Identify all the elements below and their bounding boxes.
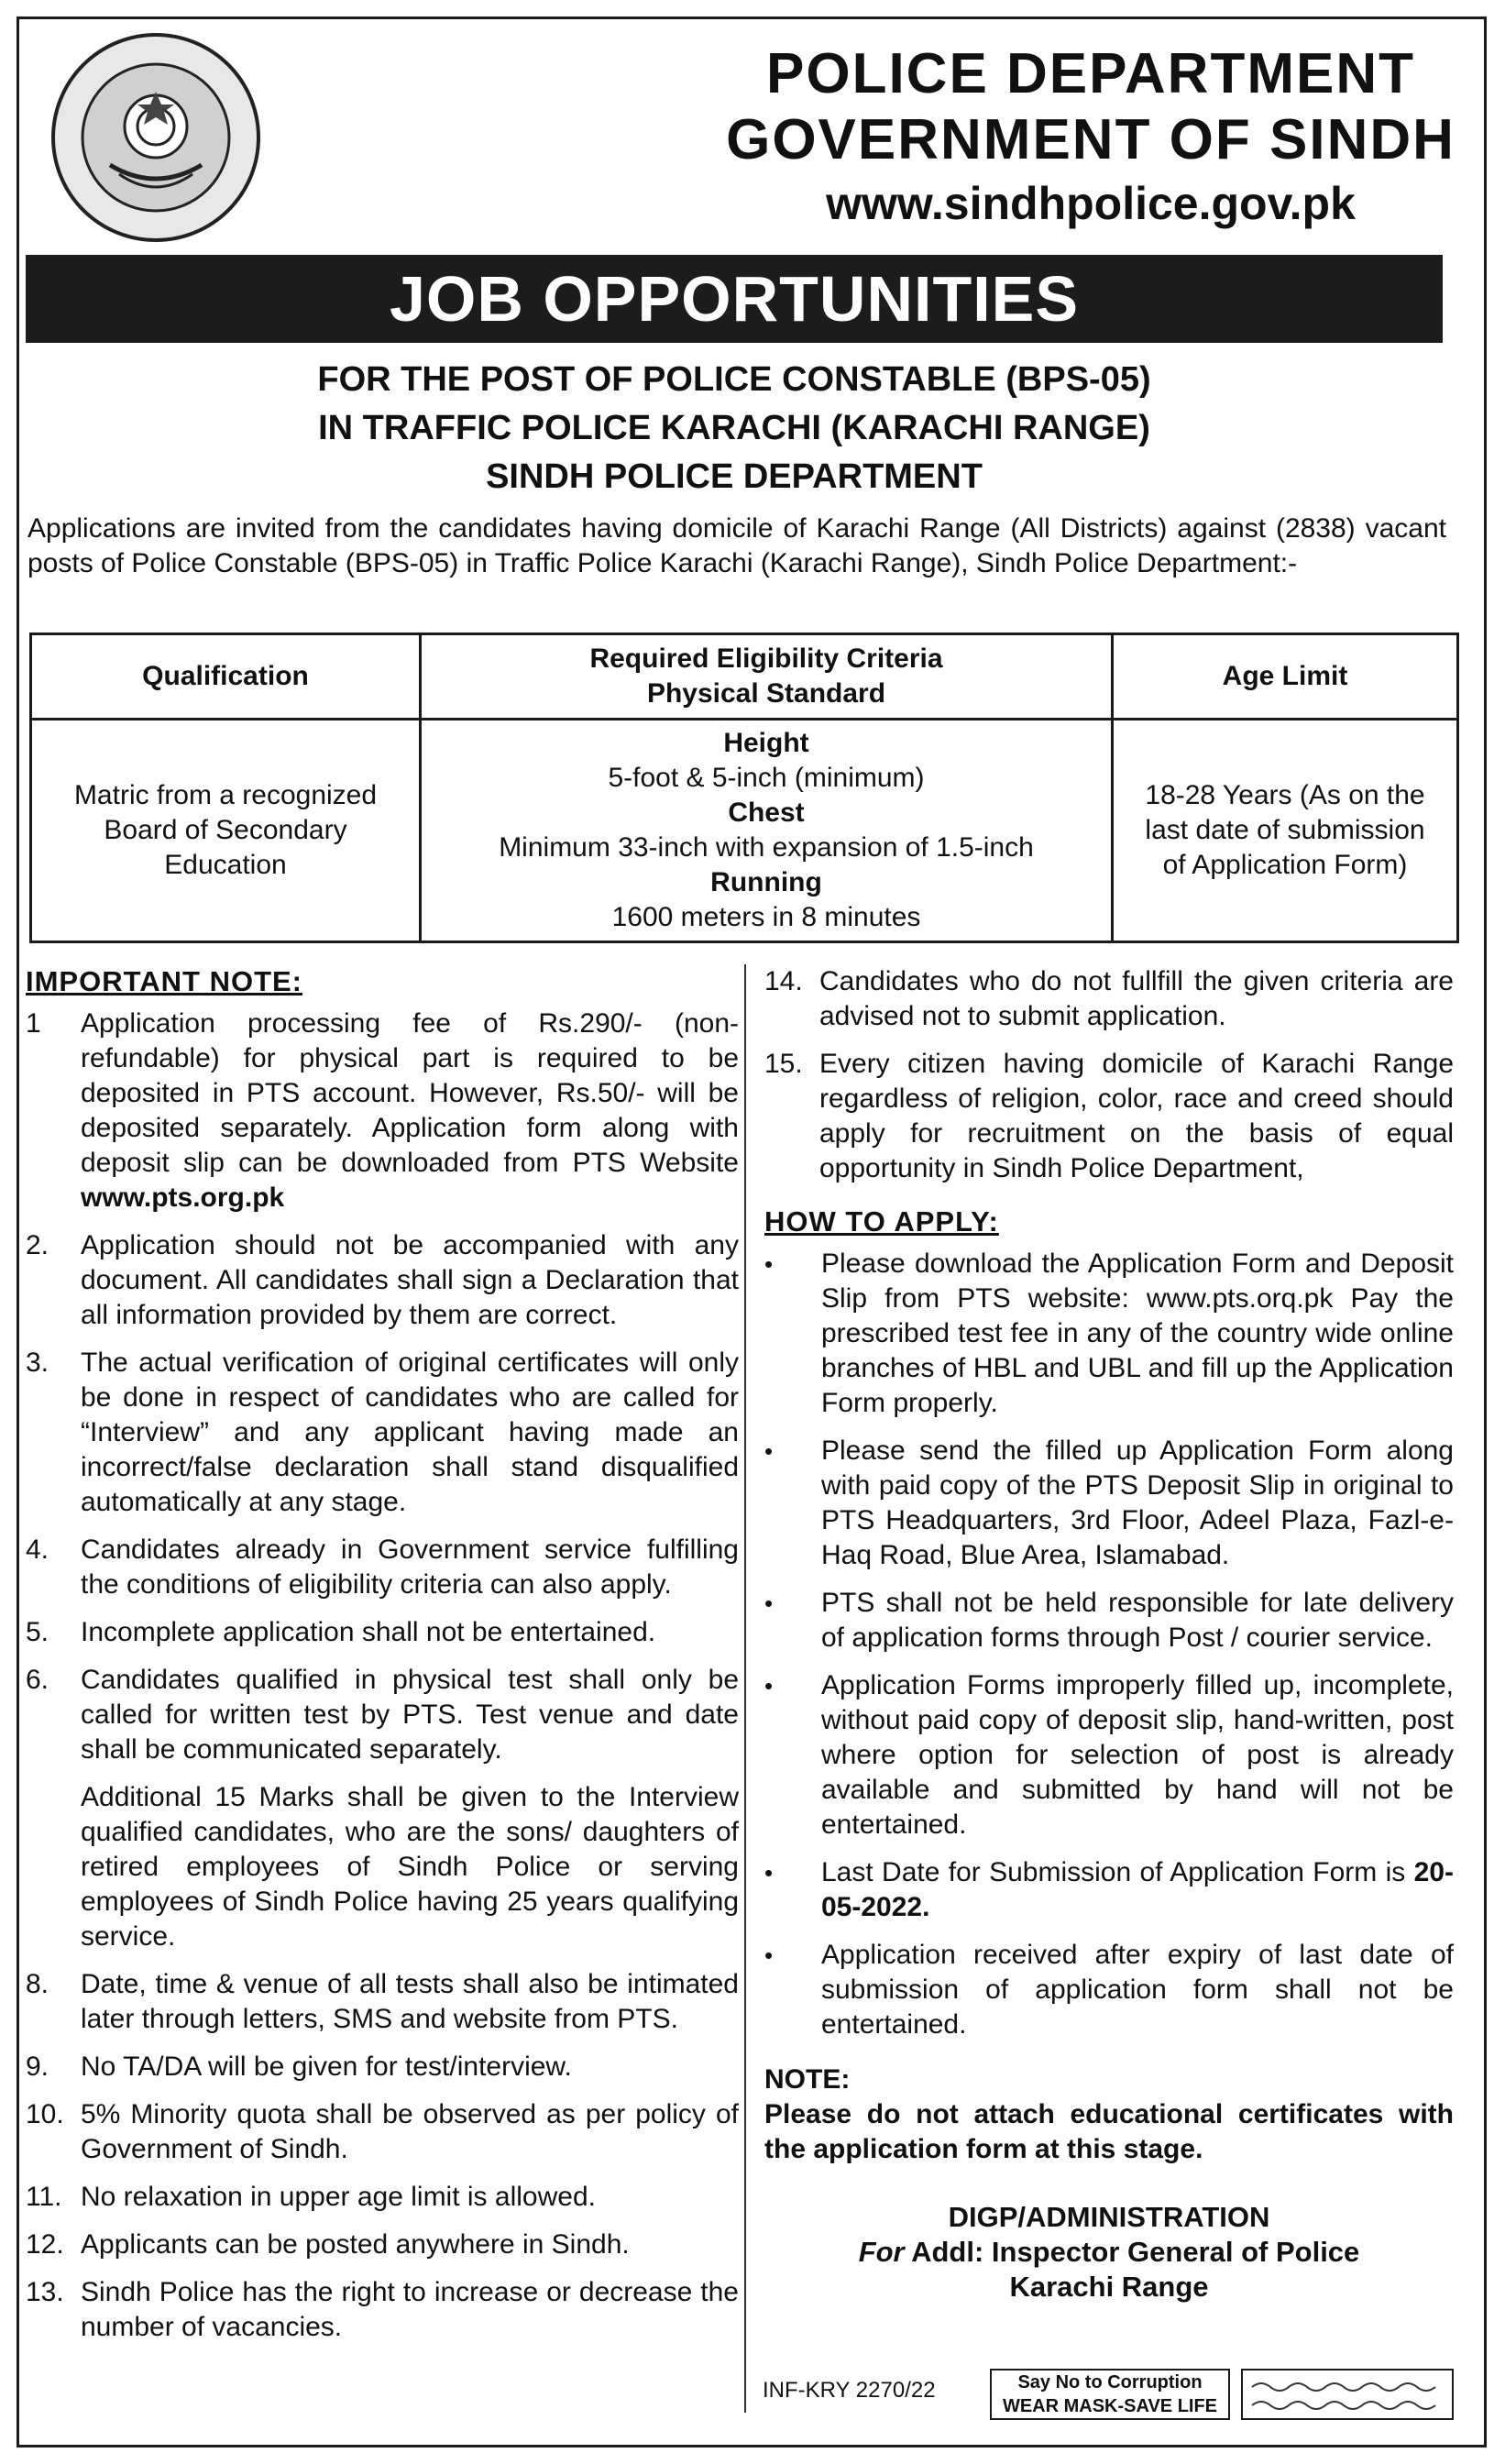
list-item-number: •: [764, 1250, 774, 1278]
anti-corruption-line-2: WEAR MASK-SAVE LIFE: [1002, 2396, 1218, 2416]
urdu-text-graphic: [1243, 2370, 1452, 2418]
age-limit-cell: 18-28 Years (As on the last date of submission of Application Form): [1113, 720, 1458, 942]
list-item-text: [81, 2228, 739, 2262]
list-item: [26, 2228, 739, 2262]
height-label: Height: [723, 728, 809, 758]
signature-line-2: [764, 2235, 1454, 2270]
signature-for-label: For: [858, 2236, 905, 2268]
list-item-text: [81, 1967, 739, 2037]
list-item-body: Please send the filled up Application Form along with paid copy of the PTS Deposit Slip in original to PTS Headquarters, 3rd Floor, Adeel Plaza, Fazl-e-Haq Road, Blue Area, Islamabad.: [821, 1436, 1454, 1570]
department-header: [715, 41, 1467, 234]
list-item-emphasis: 20-05-2022.: [821, 1857, 1454, 1922]
physical-standard-cell: [421, 720, 1113, 942]
list-item-number: 1: [26, 1008, 41, 1039]
list-item: [26, 2180, 739, 2215]
important-note-list: [26, 1006, 739, 2345]
list-item-body: No relaxation in upper age limit is allowed.: [81, 2182, 596, 2212]
age-limit-header: Age Limit: [1113, 634, 1458, 720]
list-item-text: [81, 1006, 739, 1216]
how-to-apply-list: [764, 1247, 1454, 2042]
list-item-text: [821, 1247, 1454, 1421]
list-item-number: 14.: [764, 966, 803, 996]
list-item-body: Date, time & venue of all tests shall also be intimated later through letters, SMS and website from PTS.: [81, 1969, 739, 2034]
list-item: [764, 964, 1454, 1034]
list-item-number: [26, 1780, 81, 1954]
list-item-number: 2.: [26, 1230, 49, 1260]
note-body: Please do not attach educational certificates with the application form at this stage.: [764, 2099, 1454, 2164]
eligibility-header-line-1: Required Eligibility Criteria: [589, 644, 943, 674]
signature-office: Addl: Inspector General of Police: [904, 2236, 1360, 2268]
list-item-text: [821, 1586, 1454, 1656]
signature-block: [764, 2200, 1454, 2304]
important-note-list-continued: [764, 964, 1454, 1186]
list-item-text: [81, 2275, 739, 2345]
signature-title: DIGP/ADMINISTRATION: [948, 2201, 1270, 2233]
urdu-stamp-box: [1241, 2369, 1454, 2420]
list-item-number: •: [764, 1590, 774, 1617]
list-item: [26, 1780, 739, 1954]
list-item-body: Candidates already in Government service fulfilling the conditions of eligibility criteria can also apply.: [81, 1534, 739, 1600]
list-item-body: 5% Minority quota shall be observed as per policy of Government of Sindh.: [81, 2099, 739, 2164]
list-item: [764, 1855, 1454, 1925]
post-title-line-3: SINDH POLICE DEPARTMENT: [486, 457, 983, 496]
right-column: [764, 964, 1454, 2304]
table-header-row: [31, 634, 1458, 720]
anti-corruption-box: [990, 2369, 1230, 2420]
list-item-body: Please download the Application Form and Deposit Slip from PTS website: www.pts.orq.pk Pay the prescribed test fee in any of the country wide online branches of HBL and UBL and fill up the Application Form properly.: [821, 1248, 1454, 1418]
list-item-text: [81, 2180, 739, 2215]
important-note-section: [26, 964, 739, 2358]
list-item: [764, 1586, 1454, 1656]
list-item-body: Incomplete application shall not be entertained.: [81, 1617, 656, 1647]
anti-corruption-line-1: Say No to Corruption: [1017, 2372, 1203, 2392]
header-line-government: GOVERNMENT OF SINDH: [726, 108, 1456, 171]
list-item-text: [821, 1938, 1454, 2042]
qualification-header: Qualification: [31, 634, 421, 720]
running-value: 1600 meters in 8 minutes: [611, 902, 921, 932]
list-item-text: [81, 1615, 739, 1650]
list-item-text: [81, 2050, 739, 2084]
list-item: [764, 1434, 1454, 1573]
list-item: [764, 1668, 1454, 1842]
list-item-body: No TA/DA will be given for test/interview.: [81, 2052, 572, 2082]
inf-number: INF-KRY 2270/22: [763, 2378, 936, 2403]
list-item-body: Application received after expiry of last date of submission of application form shall not be entertained.: [821, 1940, 1454, 2040]
list-item: [764, 1247, 1454, 1421]
list-item-body: Candidates qualified in physical test shall only be called for written test by PTS. Test venue and date shall be communicated separately.: [81, 1665, 739, 1765]
list-item: [26, 1533, 739, 1602]
running-label: Running: [710, 867, 822, 897]
list-item-text: [819, 1047, 1454, 1186]
list-item-number: 13.: [26, 2277, 64, 2307]
list-item: [26, 1663, 739, 1767]
list-item-number: •: [764, 1859, 774, 1886]
list-item: [26, 2275, 739, 2345]
post-title-line-1: FOR THE POST OF POLICE CONSTABLE (BPS-05): [317, 360, 1151, 399]
list-item-emphasis: www.pts.org.pk: [81, 1182, 285, 1213]
column-divider: [744, 964, 746, 2413]
header-website: www.sindhpolice.gov.pk: [826, 178, 1356, 229]
list-item: [26, 1228, 739, 1333]
list-item-text: [81, 1228, 739, 1333]
sindh-police-logo: [46, 28, 266, 248]
list-item-number: •: [764, 1942, 774, 1969]
list-item-body: Applicants can be posted anywhere in Sindh.: [81, 2229, 630, 2260]
list-item: [26, 2097, 739, 2167]
qualification-cell: Matric from a recognized Board of Secondary Education: [31, 720, 421, 942]
footer: [763, 2369, 1456, 2424]
eligibility-table: [29, 632, 1459, 943]
list-item-text: [821, 1668, 1454, 1842]
list-item-body: Application should not be accompanied with any document. All candidates shall sign a Declaration that all information provided by them are correct.: [81, 1230, 739, 1330]
list-item-body: Every citizen having domicile of Karachi Range regardless of religion, color, race and creed should apply for recruitment on the basis of equal opportunity in Sindh Police Department,: [819, 1049, 1454, 1183]
list-item-body: PTS shall not be held responsible for late delivery of application forms through Post / courier service.: [821, 1588, 1454, 1653]
list-item-text: [81, 2097, 739, 2167]
list-item-number: 8.: [26, 1969, 49, 1999]
list-item: [26, 1615, 739, 1650]
list-item-body: Candidates who do not fullfill the given criteria are advised not to submit application.: [819, 966, 1454, 1031]
chest-label: Chest: [728, 798, 805, 828]
list-item-text: [81, 1533, 739, 1602]
post-title-line-2: IN TRAFFIC POLICE KARACHI (KARACHI RANGE): [318, 409, 1150, 447]
header-line-police-department: POLICE DEPARTMENT: [766, 42, 1415, 105]
list-item-number: 5.: [26, 1617, 49, 1647]
list-item: [26, 1006, 739, 1216]
list-item-body: The actual verification of original certificates will only be done in respect of candidates who are called for “Interview” and any applicant having made an incorrect/false declaration shall stand disqualified automatically at any stage.: [81, 1348, 739, 1517]
list-item-number: 10.: [26, 2099, 64, 2129]
list-item-text: [81, 1663, 739, 1767]
list-item-number: 3.: [26, 1348, 49, 1378]
list-item-body: Application processing fee of Rs.290/- (non-refundable) for physical part is required to be deposited in PTS account. However, Rs.50/- will be deposited separately. Application form along with deposit slip can be downloaded from PTS Website: [81, 1008, 739, 1178]
eligibility-header: [421, 634, 1113, 720]
list-item: [26, 1346, 739, 1520]
list-item-text: [819, 964, 1454, 1034]
list-item-number: •: [764, 1437, 774, 1465]
list-item-number: 15.: [764, 1049, 803, 1079]
table-row: [31, 720, 1458, 942]
list-item-number: 12.: [26, 2229, 64, 2260]
list-item-text: [821, 1434, 1454, 1573]
note-title: NOTE:: [764, 2064, 851, 2095]
chest-value: Minimum 33-inch with expansion of 1.5-inch: [499, 832, 1034, 863]
post-title: [26, 356, 1443, 501]
list-item: [764, 1047, 1454, 1186]
list-item-number: 9.: [26, 2052, 49, 2082]
list-item: [26, 1967, 739, 2037]
list-item-text: [81, 1780, 739, 1954]
list-item-body: Application Forms improperly filled up, incomplete, without paid copy of deposit slip, hand-written, post where option for selection of post is already available and submitted by hand will not be entertained.: [821, 1670, 1454, 1840]
list-item-number: 11.: [26, 2182, 62, 2212]
how-to-apply-title: HOW TO APPLY:: [764, 1205, 999, 1238]
list-item: [26, 2050, 739, 2084]
list-item: [764, 1938, 1454, 2042]
list-item-text: [821, 1855, 1454, 1925]
list-item-body: Additional 15 Marks shall be given to the Interview qualified candidates, who are the sons/ daughters of retired employees of Sindh Police or serving employees of Sindh Police having 25 years qualifying service.: [81, 1782, 739, 1952]
list-item-text: [81, 1346, 739, 1520]
list-item-body: Last Date for Submission of Application Form is: [821, 1857, 1414, 1887]
list-item-number: 6.: [26, 1665, 49, 1695]
list-item-body: Sindh Police has the right to increase or decrease the number of vacancies.: [81, 2277, 739, 2342]
intro-paragraph: Applications are invited from the candidates having domicile of Karachi Range (All Districts) against (2838) vacant posts of Police Constable (BPS-05) in Traffic Police Karachi (Karachi Range), Sindh Police Department:-: [27, 513, 1446, 578]
eligibility-header-line-2: Physical Standard: [646, 678, 886, 709]
signature-range: Karachi Range: [1009, 2271, 1209, 2303]
height-value: 5-foot & 5-inch (minimum): [608, 763, 925, 793]
list-item-number: 4.: [26, 1534, 49, 1565]
list-item-number: •: [764, 1672, 774, 1700]
important-note-title: IMPORTANT NOTE:: [26, 965, 303, 997]
job-opportunities-banner: JOB OPPORTUNITIES: [26, 255, 1443, 343]
